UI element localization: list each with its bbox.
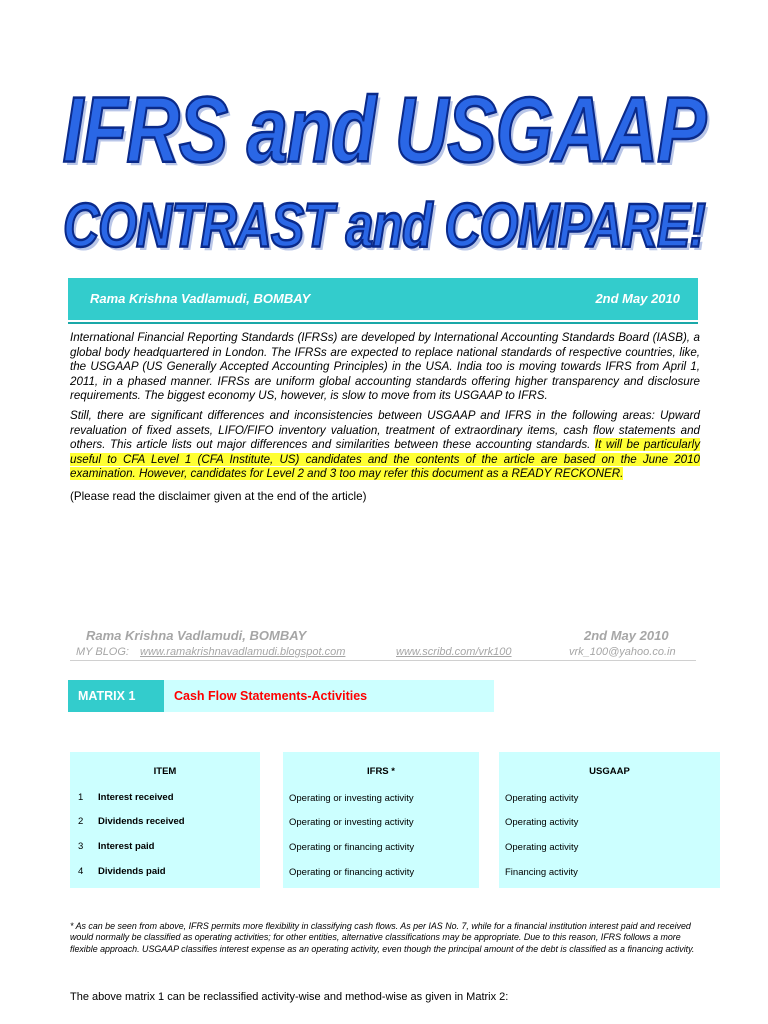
header-repeat-date: 2nd May 2010 (584, 628, 669, 643)
row-number: 4 (78, 866, 84, 877)
usgaap-cell: Operating activity (505, 842, 579, 853)
row-item: Dividends paid (98, 866, 166, 877)
usgaap-cell: Financing activity (505, 867, 578, 878)
row-item: Interest paid (98, 841, 155, 852)
intro-paragraph-2-text: Still, there are significant differences and inconsistencies between USGAAP and IFRS in the following areas: Upward revaluation of fixed assets, LIFO/FIFO inventory valuation, treatment of extraordinary items, cash flow statements and others. This article lists out major differences and similarities between these accounting standards. (70, 409, 700, 452)
usgaap-cell: Operating activity (505, 793, 579, 804)
document-title-line-2: CONTRAST and COMPARE! (63, 190, 705, 260)
usgaap-cell: Operating activity (505, 817, 579, 828)
row-number: 1 (78, 792, 84, 803)
disclaimer-note: (Please read the disclaimer given at the end of the article) (70, 490, 367, 503)
ifrs-cell: Operating or financing activity (289, 867, 415, 878)
closing-sentence: The above matrix 1 can be reclassified activity-wise and method-wise as given in Matrix 2: (70, 991, 509, 1003)
item-column (70, 752, 260, 888)
author-banner (68, 278, 698, 322)
matrix-title: Cash Flow Statements-Activities (174, 689, 368, 703)
header-divider (70, 660, 696, 661)
blog-label: MY BLOG: (76, 646, 129, 658)
cfa-highlight-text: It will be particularly useful to CFA Level 1 (CFA Institute, US) candidates and the contents of the article are based on the June 2010 examination. However, candidates for Level 2 and 3 too may refer this document as a READY RECKONER. (70, 438, 700, 481)
ifrs-column-header: IFRS * (367, 766, 395, 777)
ifrs-cell: Operating or financing activity (289, 842, 415, 853)
row-item: Interest received (98, 792, 174, 803)
item-column-header: ITEM (153, 766, 177, 777)
banner-date: 2nd May 2010 (595, 291, 680, 306)
header-repeat-author: Rama Krishna Vadlamudi, BOMBAY (86, 628, 307, 643)
intro-paragraph-1: International Financial Reporting Standards (IFRSs) are developed by International Accounting Standards Board (IASB), a global body headquartered in London. The IFRSs are expected to replace national standards of respective countries, like, the USGAAP (US Generally Accepted Accounting Principles) in the USA. India too is moving towards IFRS from April 1, 2011, in a phased manner. IFRSs are uniform global accounting standards offering higher transparency and disclosure requirements. The biggest economy US, however, is slow to move from its USGAAP to IFRS. (70, 331, 700, 403)
ifrs-cell: Operating or investing activity (289, 793, 414, 804)
ifrs-cell: Operating or investing activity (289, 817, 414, 828)
row-number: 3 (78, 841, 84, 852)
intro-paragraph-2 (70, 409, 700, 482)
blog-link[interactable]: www.ramakrishnavadlamudi.blogspot.com (140, 646, 346, 658)
usgaap-column (499, 752, 720, 888)
matrix-tag (68, 680, 164, 712)
matrix-footnote: * As can be seen from above, IFRS permits more flexibility in classifying cash flows. As per IAS No. 7, while for a financial institution interest paid and received would normally be classified as operating activities; for other entities, alternative classifications may be appropriate. Due to this reason, IFRS follows a more flexible approach. USGAAP classifies interest expense as an operating activity, even though the principal amount of the debt is classified as a financing activity. (70, 921, 695, 954)
matrix-tag-label: MATRIX 1 (78, 689, 136, 703)
banner-author: Rama Krishna Vadlamudi, BOMBAY (90, 291, 311, 306)
row-item: Dividends received (98, 816, 185, 827)
document-title-line-1: IFRS and USGAAP (62, 77, 706, 182)
row-number: 2 (78, 816, 84, 827)
ifrs-column (283, 752, 479, 888)
scribd-link[interactable]: www.scribd.com/vrk100 (396, 646, 512, 658)
usgaap-column-header: USGAAP (589, 766, 630, 777)
email-address: vrk_100@yahoo.co.in (569, 646, 676, 658)
